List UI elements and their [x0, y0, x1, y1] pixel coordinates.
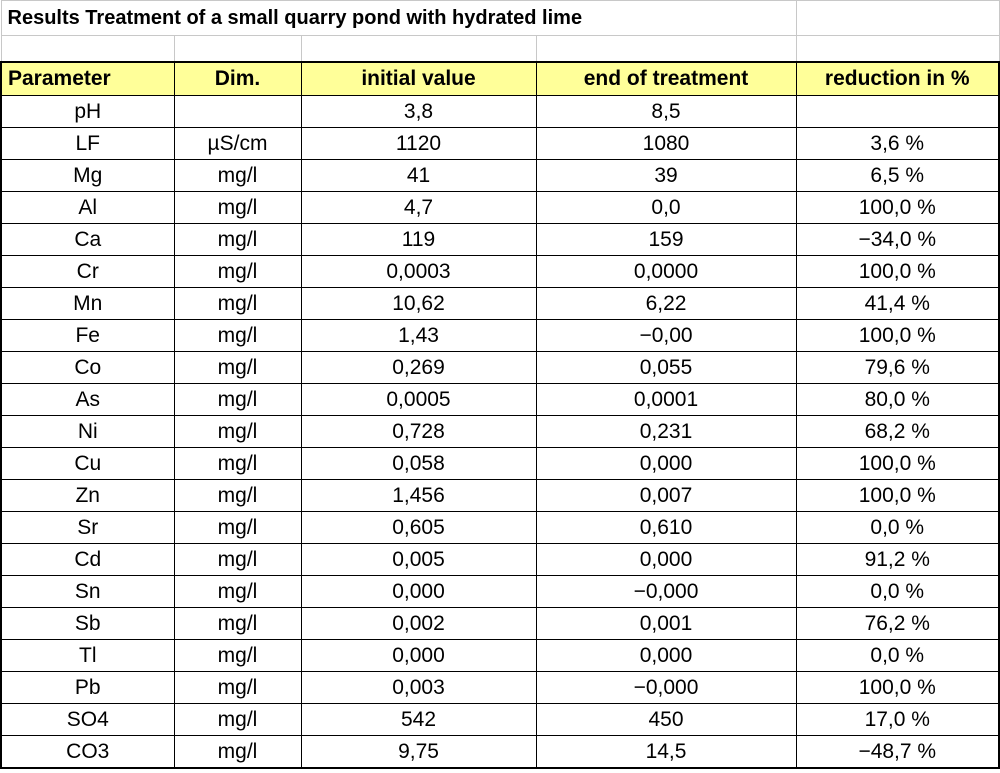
cell-dimension[interactable]: µS/cm [174, 128, 301, 160]
cell-end-of-treatment[interactable]: 8,5 [536, 96, 796, 128]
cell-parameter[interactable]: CO3 [1, 736, 174, 769]
cell-reduction[interactable]: −48,7 % [796, 736, 999, 769]
cell-parameter[interactable]: SO4 [1, 704, 174, 736]
table-row [1, 352, 999, 384]
spacer-row [1, 36, 999, 63]
cell-end-of-treatment[interactable]: −0,000 [536, 576, 796, 608]
cell-initial-value[interactable]: 0,605 [301, 512, 536, 544]
cell-initial-value[interactable]: 542 [301, 704, 536, 736]
header-dimension[interactable]: Dim. [174, 62, 301, 96]
cell-parameter[interactable]: Al [1, 192, 174, 224]
cell-reduction[interactable]: −34,0 % [796, 224, 999, 256]
cell-end-of-treatment[interactable]: 39 [536, 160, 796, 192]
table-row [1, 672, 999, 704]
cell-initial-value[interactable]: 0,0003 [301, 256, 536, 288]
cell-dimension[interactable]: mg/l [174, 512, 301, 544]
cell-end-of-treatment[interactable]: 6,22 [536, 288, 796, 320]
cell-initial-value[interactable]: 0,0005 [301, 384, 536, 416]
cell-end-of-treatment[interactable]: 0,000 [536, 544, 796, 576]
cell-reduction[interactable]: 100,0 % [796, 480, 999, 512]
cell-initial-value[interactable]: 0,728 [301, 416, 536, 448]
table-row [1, 288, 999, 320]
empty-cell[interactable] [301, 36, 536, 63]
cell-parameter[interactable]: pH [1, 96, 174, 128]
cell-reduction[interactable]: 0,0 % [796, 512, 999, 544]
empty-cell[interactable] [174, 36, 301, 63]
cell-initial-value[interactable]: 0,005 [301, 544, 536, 576]
cell-end-of-treatment[interactable]: 0,000 [536, 640, 796, 672]
cell-end-of-treatment[interactable]: 0,0001 [536, 384, 796, 416]
cell-parameter[interactable]: Cu [1, 448, 174, 480]
table-row [1, 192, 999, 224]
cell-dimension[interactable]: mg/l [174, 576, 301, 608]
cell-initial-value[interactable]: 0,002 [301, 608, 536, 640]
cell-dimension[interactable]: mg/l [174, 416, 301, 448]
cell-end-of-treatment[interactable]: 14,5 [536, 736, 796, 769]
cell-dimension[interactable]: mg/l [174, 192, 301, 224]
cell-end-of-treatment[interactable]: 159 [536, 224, 796, 256]
table-row [1, 128, 999, 160]
cell-parameter[interactable]: Ca [1, 224, 174, 256]
table-row [1, 256, 999, 288]
cell-initial-value[interactable]: 1,456 [301, 480, 536, 512]
header-end-of-treatment[interactable]: end of treatment [536, 62, 796, 96]
cell-initial-value[interactable]: 4,7 [301, 192, 536, 224]
cell-initial-value[interactable]: 10,62 [301, 288, 536, 320]
cell-reduction[interactable]: 100,0 % [796, 256, 999, 288]
empty-cell[interactable] [536, 36, 796, 63]
cell-dimension[interactable]: mg/l [174, 448, 301, 480]
table-row [1, 96, 999, 128]
cell-initial-value[interactable]: 0,058 [301, 448, 536, 480]
cell-dimension[interactable]: mg/l [174, 672, 301, 704]
cell-dimension[interactable]: mg/l [174, 704, 301, 736]
table-row [1, 704, 999, 736]
table-row [1, 320, 999, 352]
cell-initial-value[interactable]: 9,75 [301, 736, 536, 769]
cell-dimension[interactable]: mg/l [174, 544, 301, 576]
sheet-title[interactable]: Results Treatment of a small quarry pond with hydrated lime [1, 1, 796, 36]
header-initial-value[interactable]: initial value [301, 62, 536, 96]
cell-parameter[interactable]: Sn [1, 576, 174, 608]
cell-initial-value[interactable]: 3,8 [301, 96, 536, 128]
cell-reduction[interactable]: 17,0 % [796, 704, 999, 736]
cell-reduction[interactable]: 0,0 % [796, 640, 999, 672]
table-row [1, 416, 999, 448]
cell-dimension[interactable]: mg/l [174, 288, 301, 320]
cell-initial-value[interactable]: 0,003 [301, 672, 536, 704]
cell-end-of-treatment[interactable]: 0,001 [536, 608, 796, 640]
cell-end-of-treatment[interactable]: 1080 [536, 128, 796, 160]
header-reduction[interactable]: reduction in % [796, 62, 999, 96]
cell-parameter[interactable]: LF [1, 128, 174, 160]
cell-parameter[interactable]: Sb [1, 608, 174, 640]
table-row [1, 576, 999, 608]
header-row [1, 62, 999, 96]
cell-dimension[interactable] [174, 96, 301, 128]
table-row [1, 224, 999, 256]
cell-end-of-treatment[interactable]: 0,055 [536, 352, 796, 384]
cell-end-of-treatment[interactable]: 0,610 [536, 512, 796, 544]
cell-parameter[interactable]: Ni [1, 416, 174, 448]
cell-dimension[interactable]: mg/l [174, 224, 301, 256]
cell-end-of-treatment[interactable]: 0,0 [536, 192, 796, 224]
table-row [1, 608, 999, 640]
cell-dimension[interactable]: mg/l [174, 352, 301, 384]
cell-parameter[interactable]: Cr [1, 256, 174, 288]
cell-initial-value[interactable]: 41 [301, 160, 536, 192]
header-parameter[interactable]: Parameter [1, 62, 174, 96]
cell-parameter[interactable]: Sr [1, 512, 174, 544]
cell-parameter[interactable]: Mn [1, 288, 174, 320]
cell-reduction[interactable]: 80,0 % [796, 384, 999, 416]
cell-dimension[interactable]: mg/l [174, 160, 301, 192]
cell-dimension[interactable]: mg/l [174, 640, 301, 672]
cell-reduction[interactable]: 0,0 % [796, 576, 999, 608]
table-row [1, 544, 999, 576]
cell-reduction[interactable]: 41,4 % [796, 288, 999, 320]
cell-dimension[interactable]: mg/l [174, 384, 301, 416]
cell-dimension[interactable]: mg/l [174, 608, 301, 640]
table-row [1, 640, 999, 672]
cell-initial-value[interactable]: 119 [301, 224, 536, 256]
cell-initial-value[interactable]: 1,43 [301, 320, 536, 352]
cell-parameter[interactable]: Cd [1, 544, 174, 576]
cell-dimension[interactable]: mg/l [174, 480, 301, 512]
cell-end-of-treatment[interactable]: −0,00 [536, 320, 796, 352]
cell-parameter[interactable]: Mg [1, 160, 174, 192]
table-row [1, 480, 999, 512]
cell-reduction[interactable]: 3,6 % [796, 128, 999, 160]
cell-dimension[interactable]: mg/l [174, 256, 301, 288]
cell-reduction[interactable]: 6,5 % [796, 160, 999, 192]
cell-initial-value[interactable]: 0,269 [301, 352, 536, 384]
cell-dimension[interactable]: mg/l [174, 736, 301, 769]
cell-reduction[interactable]: 79,6 % [796, 352, 999, 384]
cell-end-of-treatment[interactable]: 0,007 [536, 480, 796, 512]
table-row [1, 512, 999, 544]
cell-parameter[interactable]: Pb [1, 672, 174, 704]
cell-end-of-treatment[interactable]: 0,231 [536, 416, 796, 448]
cell-parameter[interactable]: As [1, 384, 174, 416]
cell-reduction[interactable]: 68,2 % [796, 416, 999, 448]
cell-end-of-treatment[interactable]: −0,000 [536, 672, 796, 704]
cell-parameter[interactable]: Tl [1, 640, 174, 672]
cell-reduction[interactable]: 91,2 % [796, 544, 999, 576]
cell-reduction[interactable]: 100,0 % [796, 672, 999, 704]
cell-reduction[interactable]: 100,0 % [796, 448, 999, 480]
empty-cell[interactable] [1, 36, 174, 63]
cell-parameter[interactable]: Zn [1, 480, 174, 512]
table-row [1, 384, 999, 416]
cell-parameter[interactable]: Fe [1, 320, 174, 352]
cell-initial-value[interactable]: 0,000 [301, 640, 536, 672]
table-row [1, 448, 999, 480]
empty-cell[interactable] [796, 1, 999, 36]
cell-parameter[interactable]: Co [1, 352, 174, 384]
cell-end-of-treatment[interactable]: 0,000 [536, 448, 796, 480]
cell-reduction[interactable]: 76,2 % [796, 608, 999, 640]
empty-cell[interactable] [796, 36, 999, 63]
cell-initial-value[interactable]: 1120 [301, 128, 536, 160]
table-row [1, 160, 999, 192]
cell-reduction[interactable] [796, 96, 999, 128]
cell-end-of-treatment[interactable]: 0,0000 [536, 256, 796, 288]
title-row [1, 1, 999, 36]
cell-reduction[interactable]: 100,0 % [796, 320, 999, 352]
cell-dimension[interactable]: mg/l [174, 320, 301, 352]
cell-end-of-treatment[interactable]: 450 [536, 704, 796, 736]
cell-initial-value[interactable]: 0,000 [301, 576, 536, 608]
cell-reduction[interactable]: 100,0 % [796, 192, 999, 224]
table-row [1, 736, 999, 769]
